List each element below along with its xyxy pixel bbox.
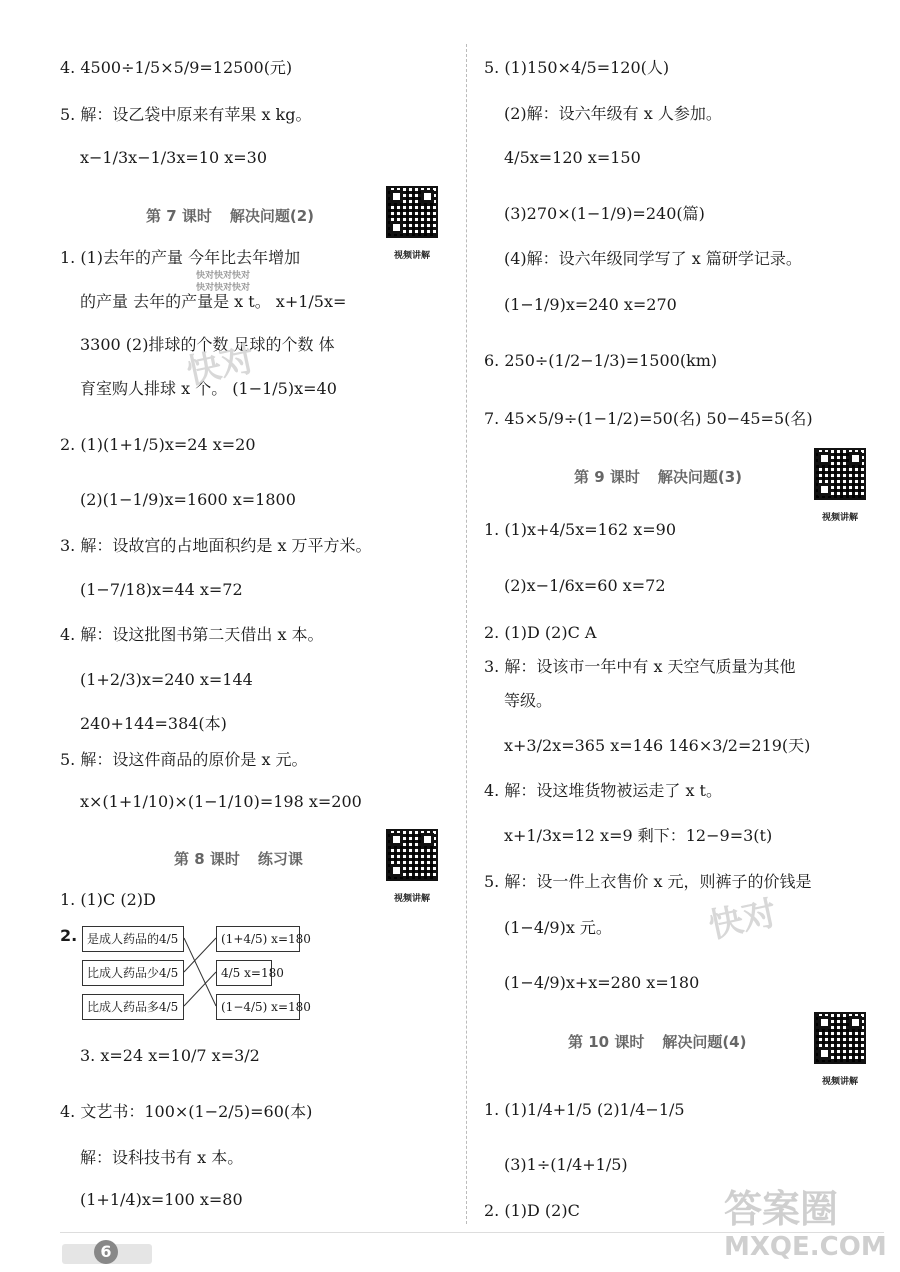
answer-line: 等级。 <box>504 691 553 710</box>
answer-line: 1. (1)去年的产量 今年比去年增加 <box>60 248 301 267</box>
answer-line: 2. (1)(1+1/5)x=24 x=20 <box>60 435 256 454</box>
section-title-10: 第 10 课时 解决问题(4) <box>568 1033 747 1051</box>
watermark: 快对快对快对 <box>196 271 251 281</box>
qr-code-icon[interactable] <box>386 829 438 881</box>
answer-line: 1. (1)C (2)D <box>60 890 156 909</box>
answer-line: 3. 解：设该市一年中有 x 天空气质量为其他 <box>484 657 796 676</box>
answer-line: 5. 解：设乙袋中原来有苹果 x kg。 <box>60 105 312 124</box>
qr-label: 视频讲解 <box>821 513 858 523</box>
match-box-right: 4/5 x=180 <box>216 960 272 986</box>
qr-code-icon[interactable] <box>814 1012 866 1064</box>
answer-line: (3)270×(1−1/9)=240(篇) <box>504 204 705 223</box>
answer-line: 6. 250÷(1/2−1/3)=1500(km) <box>484 351 718 370</box>
watermark-logo: 答案圈 <box>724 1187 839 1231</box>
match-box-right: (1−4/5) x=180 <box>216 994 300 1020</box>
answer-line: 3300 (2)排球的个数 足球的个数 体 <box>80 335 335 354</box>
section-title-9: 第 9 课时 解决问题(3) <box>574 468 743 486</box>
answer-line: 育室购人排球 x 个。 (1−1/5)x=40 <box>80 379 337 398</box>
answer-line: (1−7/18)x=44 x=72 <box>80 580 243 599</box>
answer-line: 5. 解：设一件上衣售价 x 元，则裤子的价钱是 <box>484 872 812 891</box>
answer-line: 解：设科技书有 x 本。 <box>80 1148 244 1167</box>
answer-line: (4)解：设六年级同学写了 x 篇研学记录。 <box>504 249 802 268</box>
qr-code-icon[interactable] <box>814 448 866 500</box>
section-title-7: 第 7 课时 解决问题(2) <box>146 207 315 225</box>
answer-line: x+3/2x=365 x=146 146×3/2=219(天) <box>504 736 811 755</box>
match-box-left: 比成人药品多4/5 <box>82 994 184 1020</box>
column-divider <box>466 44 467 1224</box>
footer-rule <box>60 1232 884 1233</box>
answer-line: 3. 解：设故宫的占地面积约是 x 万平方米。 <box>60 536 372 555</box>
watermark: 快对 <box>183 339 259 393</box>
answer-line: (3)1÷(1/4+1/5) <box>504 1155 628 1174</box>
qr-label: 视频讲解 <box>393 251 430 261</box>
answer-line: 3. x=24 x=10/7 x=3/2 <box>80 1046 260 1065</box>
answer-line: 1. (1)1/4+1/5 (2)1/4−1/5 <box>484 1100 685 1119</box>
answer-line: (2)x−1/6x=60 x=72 <box>504 576 666 595</box>
answer-line: x−1/3x−1/3x=10 x=30 <box>80 148 268 167</box>
answer-line: 4/5x=120 x=150 <box>504 148 641 167</box>
answer-line: 4. 文艺书：100×(1−2/5)=60(本) <box>60 1102 313 1121</box>
watermark: 快对 <box>705 893 781 947</box>
answer-line: x+1/3x=12 x=9 剩下：12−9=3(t) <box>504 826 773 845</box>
qr-label: 视频讲解 <box>393 894 430 904</box>
answer-line: 5. 解：设这件商品的原价是 x 元。 <box>60 750 308 769</box>
answer-line: (2)(1−1/9)x=1600 x=1800 <box>80 490 296 509</box>
match-box-left: 比成人药品少4/5 <box>82 960 184 986</box>
answer-line: 4. 4500÷1/5×5/9=12500(元) <box>60 58 293 77</box>
match-box-left: 是成人药品的4/5 <box>82 926 184 952</box>
answer-line: (2)解：设六年级有 x 人参加。 <box>504 104 722 123</box>
qr-label: 视频讲解 <box>821 1077 858 1087</box>
answer-line: (1+2/3)x=240 x=144 <box>80 670 253 689</box>
answer-line: (1−4/9)x 元。 <box>504 918 612 937</box>
answer-line: 240+144=384(本) <box>80 714 227 733</box>
answer-line: 5. (1)150×4/5=120(人) <box>484 58 670 77</box>
page-number: 6 <box>94 1240 118 1264</box>
watermark: 快对快对快对 <box>196 283 251 293</box>
qr-code-icon[interactable] <box>386 186 438 238</box>
answer-line: (1−4/9)x+x=280 x=180 <box>504 973 700 992</box>
answer-line: 2. (1)D (2)C <box>484 1201 580 1220</box>
answer-line: (1−1/9)x=240 x=270 <box>504 295 677 314</box>
watermark-url: MXQE.COM <box>724 1232 887 1262</box>
question-number: 2. <box>60 926 78 945</box>
answer-line: 7. 45×5/9÷(1−1/2)=50(名) 50−45=5(名) <box>484 409 813 428</box>
answer-line: 4. 解：设这堆货物被运走了 x t。 <box>484 781 722 800</box>
answer-line: 1. (1)x+4/5x=162 x=90 <box>484 520 677 539</box>
answer-line: x×(1+1/10)×(1−1/10)=198 x=200 <box>80 792 362 811</box>
match-connectors <box>184 924 224 1034</box>
section-title-8: 第 8 课时 练习课 <box>174 850 303 868</box>
answer-line: 2. (1)D (2)C A <box>484 623 597 642</box>
answer-line: 4. 解：设这批图书第二天借出 x 本。 <box>60 625 324 644</box>
match-box-right: (1+4/5) x=180 <box>216 926 300 952</box>
answer-line: 的产量 去年的产量是 x t。 x+1/5x= <box>80 292 347 311</box>
answer-line: (1+1/4)x=100 x=80 <box>80 1190 243 1209</box>
